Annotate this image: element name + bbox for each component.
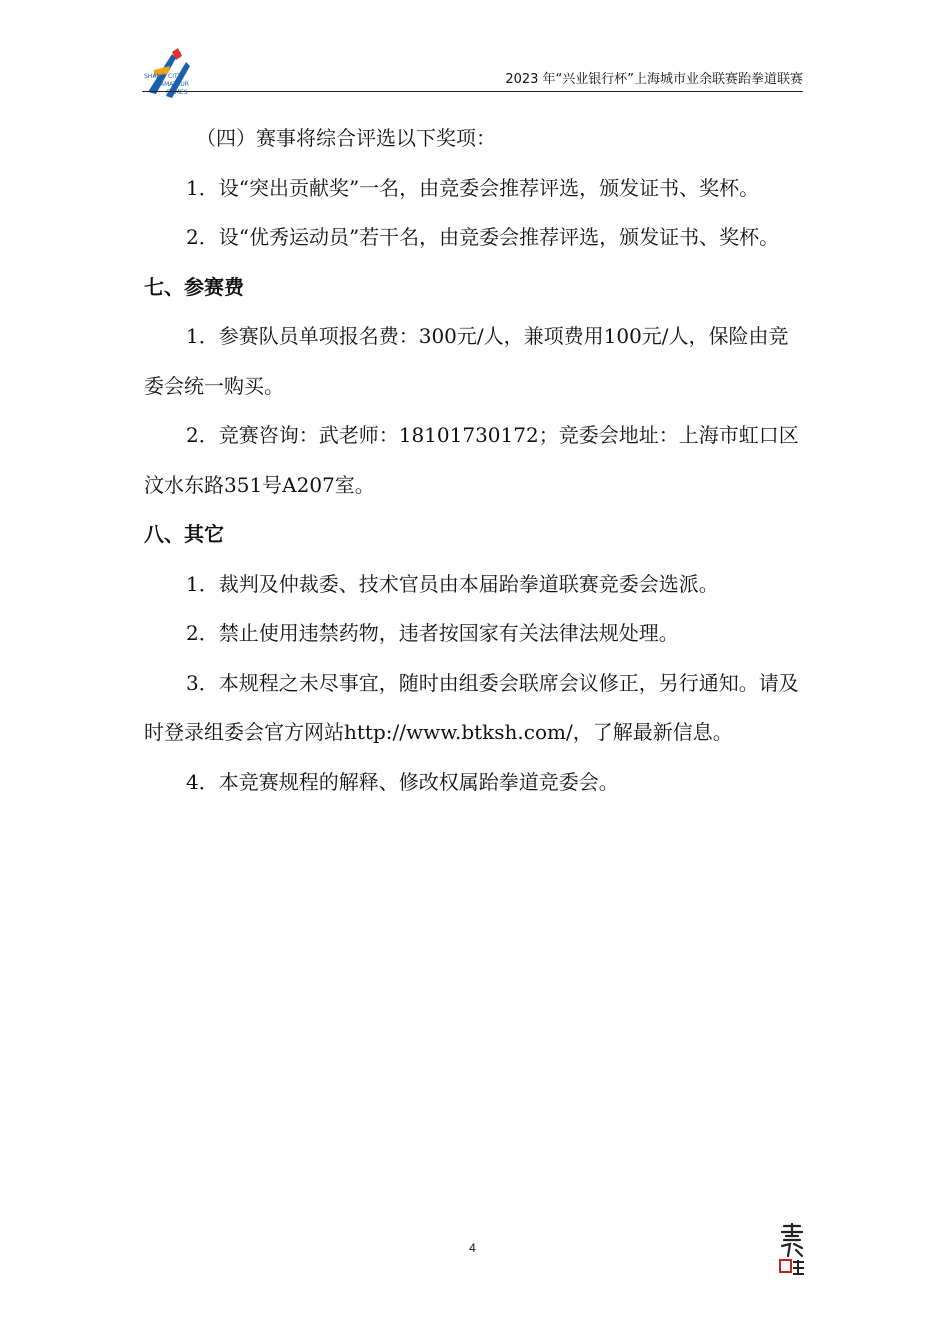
awards-intro: （四）赛事将综合评选以下奖项： bbox=[196, 126, 496, 150]
award-item: 2．设“优秀运动员”若干名，由竞委会推荐评选，颁发证书、奖杯。 bbox=[186, 225, 780, 249]
svg-text:GAMES: GAMES bbox=[166, 89, 188, 96]
page-number: 4 bbox=[469, 1241, 476, 1255]
header-title: 2023 年“兴业银行杯”上海城市业余联赛跆拳道联赛 bbox=[505, 72, 803, 87]
fee-item: 1．参赛队员单项报名费：300元/人，兼项费用100元/人，保险由竞委会统一购买。 bbox=[144, 324, 789, 398]
other-item: 4．本竞赛规程的解释、修改权属跆拳道竞委会。 bbox=[186, 769, 619, 794]
header-divider bbox=[142, 91, 803, 92]
svg-text:AMATEUR: AMATEUR bbox=[160, 81, 189, 88]
section-heading-other: 八、其它 bbox=[144, 522, 224, 546]
document-body bbox=[144, 114, 806, 807]
other-item: 1．裁判及仲裁委、技术官员由本届跆拳道联赛竞委会选派。 bbox=[186, 571, 719, 596]
award-item: 1．设“突出贡献奖”一名，由竞委会推荐评选，颁发证书、奖杯。 bbox=[186, 175, 760, 200]
other-item: 3．本规程之未尽事宜，随时由组委会联席会议修正，另行通知。请及时登录组委会官方网站http://www.btksh.com/，了解最新信息。 bbox=[144, 670, 799, 744]
svg-text:CITY: CITY bbox=[168, 73, 182, 80]
taekwondo-seal-logo bbox=[776, 1222, 808, 1278]
svg-text:SHANG: SHANG bbox=[144, 73, 166, 80]
section-heading-fees: 七、参赛费 bbox=[144, 274, 244, 299]
other-item: 2．禁止使用违禁药物，违者按国家有关法律法规处理。 bbox=[186, 621, 679, 645]
fee-item: 2．竞赛咨询：武老师：18101730172；竞委会地址：上海市虹口区汶水东路351号A207室。 bbox=[144, 423, 799, 497]
games-logo bbox=[142, 48, 200, 100]
